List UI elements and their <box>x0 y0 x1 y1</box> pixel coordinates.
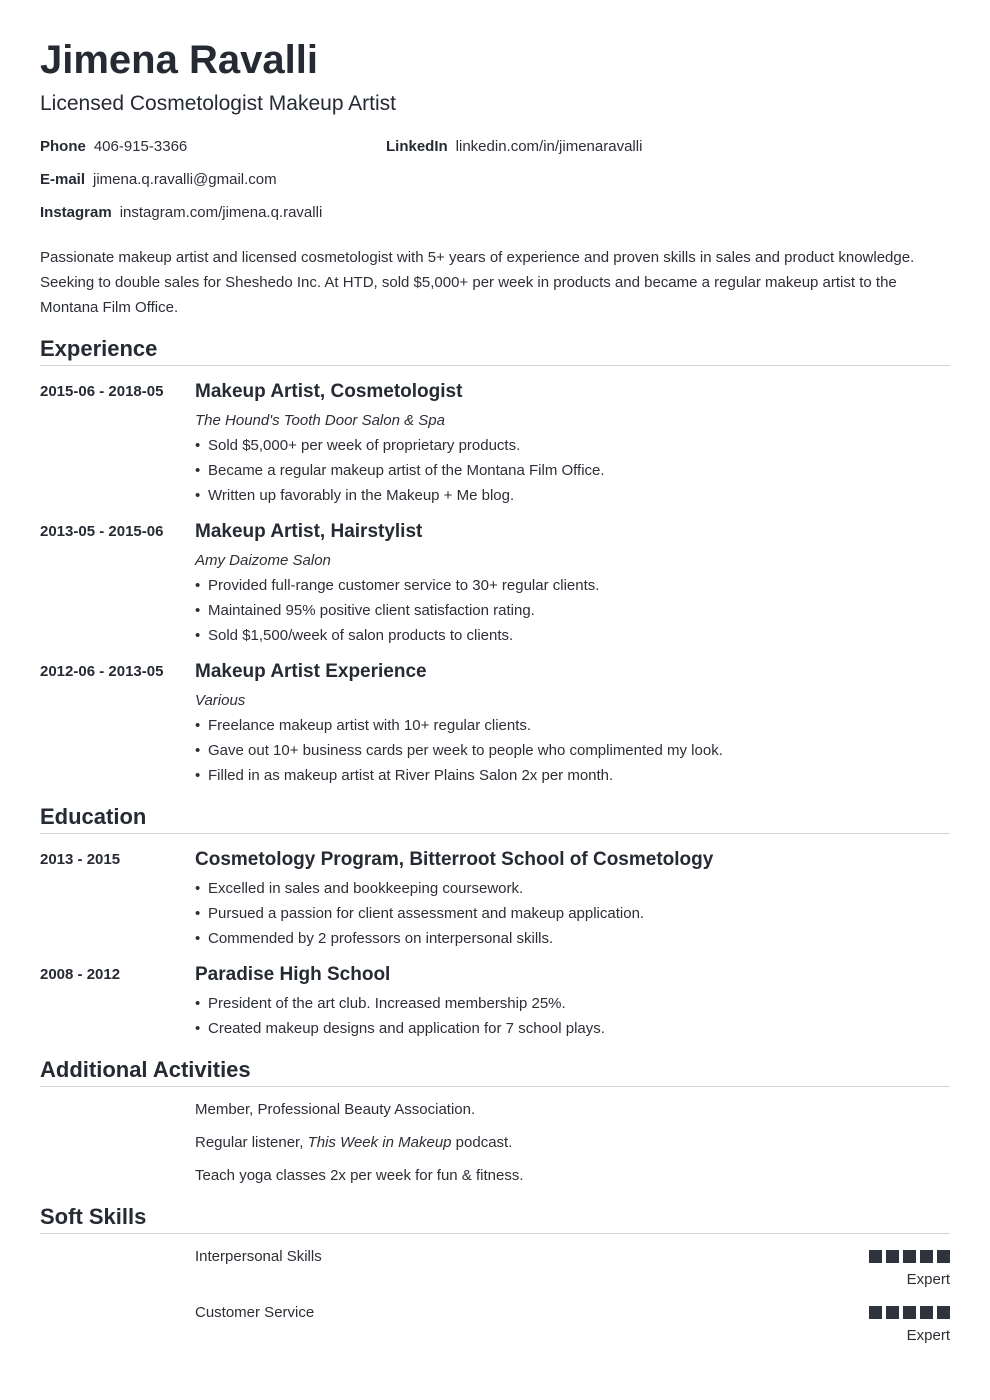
bullet-item: • Maintained 95% positive client satisfaction rating. <box>195 598 599 623</box>
entry-bullets <box>195 991 605 1041</box>
skill-row <box>40 1304 950 1348</box>
profile-summary: Passionate makeup artist and licensed cosmetologist with 5+ years of experience and proven skills in sales and product knowledge. Seeking to double sales for Sheshedo Inc. At HTD, sold $5,000+ per week in products and became a regular makeup artist to the Montana Film Office. <box>40 249 915 316</box>
entry-dates: 2012-06 - 2013-05 <box>40 663 164 680</box>
instagram-label: Instagram <box>40 204 112 221</box>
experience-heading: Experience <box>40 336 158 361</box>
entry-title: Paradise High School <box>195 964 391 985</box>
entry-dates: 2015-06 - 2018-05 <box>40 383 164 400</box>
phone-label: Phone <box>40 138 86 155</box>
entry-organization: Various <box>195 692 246 709</box>
bullet-item: • Sold $5,000+ per week of proprietary products. <box>195 433 605 458</box>
entry-title: Makeup Artist, Cosmetologist <box>195 381 463 402</box>
activity-text: podcast. <box>451 1134 513 1151</box>
phone-value[interactable]: 406-915-3366 <box>93 138 188 155</box>
bullet-item: • Gave out 10+ business cards per week to people who complimented my look. <box>195 738 723 763</box>
bullet-item: • Pursued a passion for client assessment and makeup application. <box>195 901 644 926</box>
section-divider <box>40 1233 950 1234</box>
linkedin-link[interactable]: linkedin.com/in/jimenaravalli <box>455 138 643 155</box>
entry-bullets <box>195 713 723 788</box>
entry-title: Makeup Artist Experience <box>195 661 427 682</box>
instagram-link[interactable]: instagram.com/jimena.q.ravalli <box>119 204 323 221</box>
entry-organization: The Hound's Tooth Door Salon & Spa <box>195 412 445 429</box>
bullet-item: • Excelled in sales and bookkeeping coursework. <box>195 876 644 901</box>
rating-square <box>937 1250 950 1263</box>
rating-square <box>869 1250 882 1263</box>
entry-bullets <box>195 573 599 648</box>
section-divider <box>40 365 950 366</box>
job-title: Licensed Cosmetologist Makeup Artist <box>40 92 397 115</box>
skill-level: Expert <box>906 1271 950 1288</box>
email-link[interactable]: jimena.q.ravalli@gmail.com <box>93 171 277 188</box>
bullet-item: • Created makeup designs and application for 7 school plays. <box>195 1016 605 1041</box>
soft-skills-heading: Soft Skills <box>40 1204 147 1229</box>
entry-bullets <box>195 876 644 951</box>
contact-linkedin <box>386 138 642 156</box>
contact-phone <box>40 138 187 156</box>
rating-square <box>920 1250 933 1263</box>
skill-row <box>40 1248 950 1292</box>
activities-heading: Additional Activities <box>40 1057 251 1082</box>
entry-organization: Amy Daizome Salon <box>195 552 331 569</box>
bullet-item: • Freelance makeup artist with 10+ regular clients. <box>195 713 723 738</box>
bullet-item: • Became a regular makeup artist of the Montana Film Office. <box>195 458 605 483</box>
skill-rating <box>869 1306 950 1319</box>
entry-dates: 2013-05 - 2015-06 <box>40 523 164 540</box>
bullet-item: • Filled in as makeup artist at River Plains Salon 2x per month. <box>195 763 723 788</box>
entry-bullets <box>195 433 605 508</box>
activity-text: Regular listener, <box>195 1134 308 1151</box>
bullet-item: • Sold $1,500/week of salon products to clients. <box>195 623 599 648</box>
activity-item: Teach yoga classes 2x per week for fun & fitness. <box>195 1167 524 1184</box>
skill-level: Expert <box>906 1327 950 1344</box>
bullet-item: • Provided full-range customer service to 30+ regular clients. <box>195 573 599 598</box>
activity-item <box>195 1134 512 1152</box>
entry-dates: 2008 - 2012 <box>40 966 121 983</box>
rating-square <box>869 1306 882 1319</box>
rating-square <box>903 1250 916 1263</box>
bullet-item: • Written up favorably in the Makeup + Me blog. <box>195 483 605 508</box>
email-label: E-mail <box>40 171 86 188</box>
section-divider <box>40 1086 950 1087</box>
entry-dates: 2013 - 2015 <box>40 851 121 868</box>
rating-square <box>937 1306 950 1319</box>
rating-square <box>920 1306 933 1319</box>
bullet-item: • President of the art club. Increased membership 25%. <box>195 991 605 1016</box>
entry-title: Cosmetology Program, Bitterroot School of Cosmetology <box>195 849 714 870</box>
candidate-name: Jimena Ravalli <box>40 38 318 82</box>
rating-square <box>886 1306 899 1319</box>
activity-item: Member, Professional Beauty Association. <box>195 1101 476 1118</box>
education-heading: Education <box>40 804 147 829</box>
skill-rating <box>869 1250 950 1263</box>
entry-title: Makeup Artist, Hairstylist <box>195 521 423 542</box>
contact-email <box>40 171 277 189</box>
section-divider <box>40 833 950 834</box>
rating-square <box>886 1250 899 1263</box>
skill-name: Interpersonal Skills <box>195 1248 322 1265</box>
rating-square <box>903 1306 916 1319</box>
podcast-title: This Week in Makeup <box>307 1134 452 1151</box>
bullet-item: • Commended by 2 professors on interpersonal skills. <box>195 926 644 951</box>
skill-name: Customer Service <box>195 1304 315 1321</box>
contact-instagram <box>40 204 322 222</box>
linkedin-label: LinkedIn <box>386 138 448 155</box>
